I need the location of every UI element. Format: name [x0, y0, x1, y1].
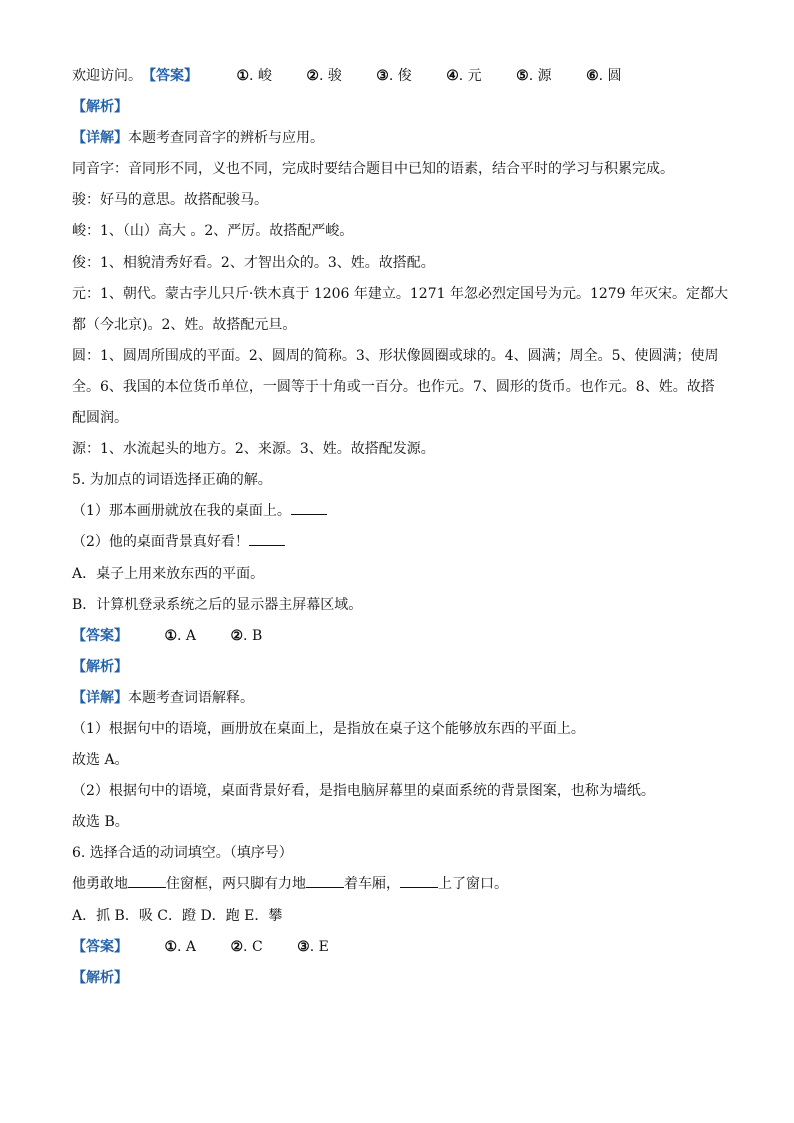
question-title: 5. 为加点的词语选择正确的解。: [72, 472, 272, 489]
detail-tag: 【详解】: [72, 689, 128, 706]
answer-option: ①. A: [164, 938, 197, 955]
answer-tag: 【答案】: [72, 627, 128, 644]
text-line: （1）根据句中的语境，画册放在桌面上，是指放在桌子这个能够放东西的平面上。: [72, 720, 585, 737]
answer-blank: [400, 873, 438, 888]
text-line: 峻：1、（山）高大 。2、严厉。故搭配严峻。: [72, 223, 354, 240]
text-line: 俊：1、相貌清秀好看。2、才智出众的。3、姓。故搭配。: [72, 254, 435, 271]
text-line: 故选 B。: [72, 814, 129, 831]
q4-answer-line: [72, 62, 732, 93]
q5-answer-line: [72, 622, 732, 653]
answer-option: ②. 骏: [306, 68, 342, 84]
text-line: 配圆润。: [72, 410, 128, 427]
question-item: （1）那本画册就放在我的桌面上。: [72, 497, 732, 528]
detail-tag: 【详解】: [72, 130, 128, 147]
answer-blank: [249, 531, 285, 546]
text-line: （2）根据句中的语境，桌面背景好看，是指电脑屏幕里的桌面系统的背景图案，也称为墙纸。: [72, 783, 655, 800]
detail-line: [72, 684, 732, 715]
answer-option: ④. 元: [446, 68, 482, 84]
answer-option: ②. C: [230, 938, 263, 955]
choice-options: A．抓 B．吸 C．蹬 D．跑 E．攀: [72, 907, 283, 924]
text-line: 都（今北京)。2、姓。故搭配元旦。: [72, 316, 297, 333]
choice-option: A．桌子上用来放东西的平面。: [72, 565, 265, 582]
text-line: 骏：好马的意思。故搭配骏马。: [72, 192, 268, 209]
text-line: 圆：1、圆周所围成的平面。2、圆周的简称。3、形状像圆圈或球的。4、圆满；周全。5、使圆满；使周: [72, 347, 719, 364]
fill-sentence: 他勇敢地 住窗框，两只脚有力地 着车厢， 上了窗口。: [72, 870, 732, 901]
text-line: 同音字：音同形不同，义也不同，完成时要结合题目中已知的语素，结合平时的学习与积累完成。: [72, 161, 674, 178]
answer-option: ⑥. 圆: [586, 68, 622, 84]
text-line: 全。6、我国的本位货币单位，一圆等于十角或一百分。也作元。7、圆形的货币。也作元。8、姓。故搭: [72, 378, 715, 395]
text-line: 源：1、水流起头的地方。2、来源。3、姓。故搭配发源。: [72, 441, 435, 458]
document-page: [72, 62, 732, 995]
answer-blank: [291, 500, 327, 515]
answer-blank: [306, 873, 344, 888]
answer-option: ②. B: [230, 627, 263, 644]
detail-text: 本题考查词语解释。: [128, 689, 254, 706]
answer-option: ①. 峻: [236, 68, 272, 84]
answer-tag: 【答案】: [72, 938, 128, 955]
question-item: （2）他的桌面背景真好看！: [72, 528, 732, 559]
analysis-tag: 【解析】: [72, 99, 128, 116]
text-line: 故选 A。: [72, 752, 129, 769]
choice-option: B．计算机登录系统之后的显示器主屏幕区域。: [72, 596, 363, 613]
q6-answer-line: [72, 933, 732, 964]
analysis-tag: 【解析】: [72, 969, 128, 986]
q4-tail-text: 欢迎访问。: [72, 68, 142, 84]
answer-tag: 【答案】: [142, 68, 198, 84]
detail-line: [72, 124, 732, 155]
answer-blank: [128, 873, 166, 888]
answer-option: ③. 俊: [376, 68, 412, 84]
text-line: 元：1、朝代。蒙古孛儿只斤·铁木真于 1206 年建立。1271 年忽必烈定国号为元。1279 年灭宋。定都大: [72, 285, 729, 302]
answer-option: ③. E: [297, 938, 329, 955]
question-title: 6. 选择合适的动词填空。（填序号）: [72, 845, 293, 862]
answer-option: ①. A: [164, 627, 197, 644]
detail-text: 本题考查同音字的辨析与应用。: [128, 130, 324, 147]
answer-option: ⑤. 源: [516, 68, 552, 84]
analysis-tag: 【解析】: [72, 658, 128, 675]
